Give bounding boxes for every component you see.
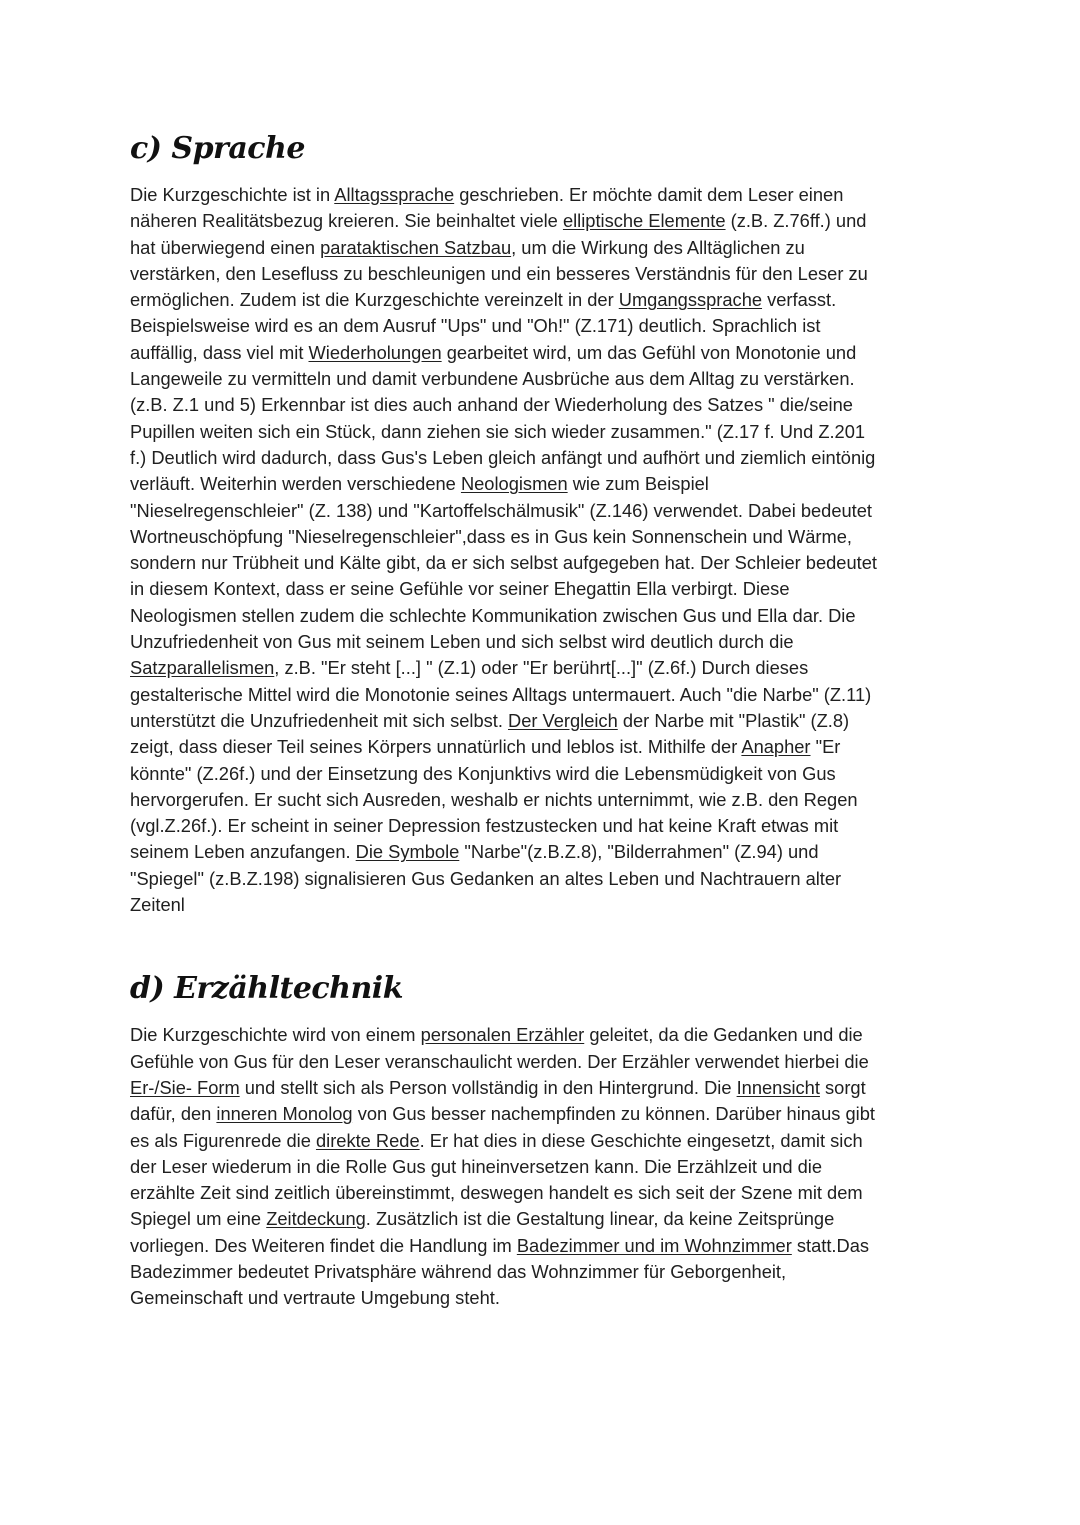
underlined-term: Badezimmer und im Wohnzimmer [516,1234,792,1256]
text-run: Unzufriedenheit von Gus mit seinem Leben und sich selbst wird deutlich durch die [130,631,794,653]
text-run: Neologismen stellen zudem die schlechte Kommunikation zwischen Gus und Ella dar. Die [130,604,856,626]
text-run: zeigt, dass dieser Teil seines Körpers unnatürlich und leblos ist. Mithilfe der [130,736,742,758]
text-line [130,787,960,813]
underlined-term: Innensicht [736,1076,820,1098]
text-line [130,1206,960,1232]
text-line [130,1154,960,1180]
underlined-term: Alltagssprache [334,184,455,205]
underlined-term: Neologismen [460,473,568,495]
text-run: näheren Realitätsbezug kreieren. Sie beinhaltet viele [130,210,563,232]
text-line [130,340,960,366]
text-run: verläuft. Weiterhin werden verschiedene [130,473,461,495]
text-line [130,1049,960,1075]
text-run: es als Figurenrede die [130,1129,316,1151]
text-line [130,1233,960,1259]
text-run: Spiegel um eine [130,1208,267,1230]
text-line [130,182,960,208]
text-run: sondern nur Trübheit und Kälte gibt, da er sich selbst aufgegeben hat. Der Schleier bedeutet [130,552,877,574]
text-line [130,1022,960,1048]
section-heading-erzaehltechnik: d) Erzähltechnik [130,971,403,1007]
text-run: "Er [810,736,841,758]
text-run: geschrieben. Er möchte damit dem Leser einen [454,184,844,205]
underlined-term: Er-/Sie- Form [130,1076,240,1098]
text-run: (z.B. Z.76ff.) und [725,210,867,232]
text-line [130,761,960,787]
text-line [130,813,960,839]
underlined-term: inneren Monolog [216,1103,353,1125]
text-run: . Zusätzlich ist die Gestaltung linear, da keine Zeitsprünge [365,1208,835,1230]
text-line [130,524,960,550]
text-run: geleitet, da die Gedanken und die [584,1024,863,1046]
text-run: gearbeitet wird, um das Gefühl von Monotonie und [441,341,857,363]
text-line [130,839,960,865]
text-run: Gefühle von Gus für den Leser veranschaulicht werden. Der Erzähler verwendet hierbei die [130,1050,869,1072]
text-line [130,1075,960,1101]
text-run: Beispielsweise wird es an dem Ausruf "Ups" und "Oh!" (Z.171) deutlich. Sprachlich ist [130,315,821,337]
text-line [130,682,960,708]
paragraph-sprache [130,182,960,918]
text-line [130,1285,960,1311]
text-run: Die Kurzgeschichte ist in [130,184,335,205]
text-line [130,208,960,234]
text-line [130,366,960,392]
text-run: verfasst. [762,289,837,311]
section-sprache [130,128,960,918]
text-line [130,445,960,471]
text-run: "Spiegel" (z.B.Z.198) signalisieren Gus Gedanken an altes Leben und Nachtrauern alter [130,867,842,889]
text-run: , z.B. "Er steht [...] " (Z.1) oder "Er berührt[...]" (Z.6f.) Durch dieses [274,657,809,679]
text-line [130,655,960,681]
text-line [130,235,960,261]
text-run: "Narbe"(z.B.Z.8), "Bilderrahmen" (Z.94) und [459,841,819,863]
text-line [130,892,960,918]
text-line [130,471,960,497]
text-line [130,313,960,339]
text-run: gestalterische Mittel wird die Monotonie seines Alltags untermauert. Auch "die Narbe" (Z.11) [130,683,872,705]
text-line [130,603,960,629]
underlined-term: elliptische Elemente [562,210,726,232]
text-run: der Narbe mit "Plastik" (Z.8) [617,709,850,731]
text-run: Pupillen weiten sich ein Stück, dann ziehen sie sich wieder zusammen." (Z.17 f. Und Z.201 [130,420,866,442]
text-run: (vgl.Z.26f.). Er scheint in seiner Depression festzustecken und hat keine Kraft etwas mit [130,815,839,837]
text-run: statt.Das [791,1234,870,1256]
document-page [130,128,960,1312]
text-line [130,734,960,760]
text-run: unterstützt die Unzufriedenheit mit sich selbst. [130,709,508,731]
underlined-term: direkte Rede [315,1129,420,1151]
text-run: vorliegen. Des Weiteren findet die Handlung im [130,1234,517,1256]
underlined-term: Umgangssprache [618,289,763,311]
underlined-term: Der Vergleich [508,709,618,731]
text-line [130,629,960,655]
text-run: wie zum Beispiel [567,473,709,495]
section-heading-sprache: c) Sprache [130,131,305,166]
text-run: Badezimmer bedeutet Privatsphäre während das Wohnzimmer für Geborgenheit, [130,1260,787,1282]
text-line [130,1180,960,1206]
text-run: , um die Wirkung des Alltäglichen zu [511,236,805,258]
text-run: "Nieselregenschleier" (Z. 138) und "Kartoffelschälmusik" (Z.146) verwendet. Dabei bedeutet [130,499,873,521]
text-run: ermöglichen. Zudem ist die Kurzgeschichte vereinzelt in der [130,289,619,311]
text-run: erzählte Zeit sind zeitlich übereinstimmt, deswegen handelt es sich seit der Szene mit dem [130,1182,863,1204]
text-line [130,419,960,445]
text-line [130,498,960,524]
underlined-term: Die Symbole [355,841,460,863]
underlined-term: parataktischen Satzbau [320,236,512,258]
text-run: der Leser wiederum in die Rolle Gus gut hineinversetzen kann. Die Erzählzeit und die [130,1155,823,1177]
paragraph-erzaehltechnik [130,1022,960,1311]
text-run: in diesem Kontext, dass er seine Gefühle vor seiner Ehegattin Ella verbirgt. Diese [130,578,790,600]
underlined-term: Wiederholungen [308,341,442,363]
text-run: von Gus besser nachempfinden zu können. Darüber hinaus gibt [352,1103,875,1125]
text-run: Wortneuschöpfung "Nieselregenschleier",dass es in Gus kein Sonnenschein und Wärme, [130,525,852,547]
text-line [130,866,960,892]
text-line [130,550,960,576]
text-line [130,576,960,602]
section-erzaehltechnik [130,968,960,1311]
text-run: seinem Leben anzufangen. [130,841,356,863]
text-run: hat überwiegend einen [130,236,321,258]
text-run: verstärken, den Lesefluss zu beschleunigen und ein besseres Verständnis für den Leser zu [130,262,868,284]
text-line [130,287,960,313]
underlined-term: Zeitdeckung [266,1208,366,1230]
underlined-term: Anapher [741,736,811,758]
text-run: sorgt [819,1076,866,1098]
text-run: hervorgerufen. Er sucht sich Ausreden, weshalb er nichts unternimmt, wie z.B. den Regen [130,788,858,810]
text-line [130,261,960,287]
underlined-term: personalen Erzähler [420,1024,585,1046]
text-run: auffällig, dass viel mit [130,341,309,363]
text-run: Gemeinschaft und vertraute Umgebung steht. [130,1287,500,1309]
text-line [130,1128,960,1154]
text-line [130,1259,960,1285]
text-run: könnte" (Z.26f.) und der Einsetzung des Konjunktivs wird die Lebensmüdigkeit von Gus [130,762,836,784]
text-run: f.) Deutlich wird dadurch, dass Gus's Leben gleich anfängt und aufhört und ziemlich eintönig [130,446,876,468]
text-run: dafür, den [130,1103,217,1125]
text-run: . Er hat dies in diese Geschichte eingesetzt, damit sich [419,1129,863,1151]
text-line [130,392,960,418]
text-line [130,1101,960,1127]
underlined-term: Satzparallelismen [130,657,275,679]
text-line [130,708,960,734]
text-run: und stellt sich als Person vollständig in den Hintergrund. Die [239,1076,737,1098]
text-run: Langeweile zu vermitteln und damit verbundene Ausbrüche aus dem Alltag zu verstärken. [130,368,855,390]
text-run: Die Kurzgeschichte wird von einem [130,1024,421,1046]
text-run: (z.B. Z.1 und 5) Erkennbar ist dies auch anhand der Wiederholung des Satzes " die/seine [130,394,853,416]
text-run: Zeitenl [130,894,185,916]
